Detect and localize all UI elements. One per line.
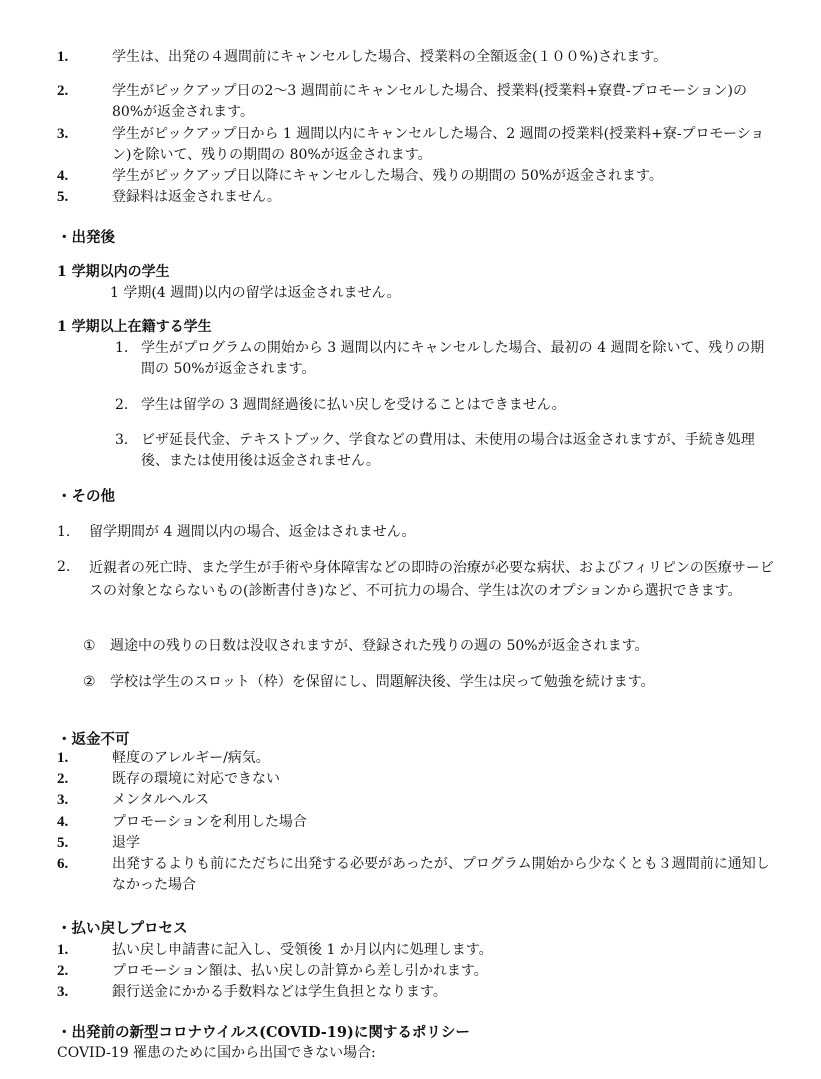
option-mark: ② — [83, 674, 96, 690]
list-number: 3. — [57, 126, 69, 142]
list-number: 2. — [57, 83, 69, 99]
list-item: 学生がピックアップ日から 1 週間以内にキャンセルした場合、2 週間の授業料(授業料+寮-プロモーション)を除いて、残りの期間の 80%が返金されます。 — [112, 126, 765, 163]
list-item: 近親者の死亡時、また学生が手術や身体障害などの即時の治療が必要な病状、およびフィリピンの医療サービスの対象とならないもの(診断書付き)など、不可抗力の場合、学生は次のオプションから選択できます。 — [89, 560, 774, 599]
list-item: 学生は留学の 3 週間経過後に払い戻しを受けることはできません。 — [141, 397, 566, 413]
section-heading-refund-process: ・払い戻しプロセス — [57, 920, 188, 937]
list-item: ビザ延長代金、テキストブック、学食などの費用は、未使用の場合は返金されますが、手続き処理後、または使用後は返金されません。 — [141, 432, 755, 469]
list-number: 1. — [115, 340, 129, 356]
list-number: 3. — [57, 984, 69, 1000]
list-item: 払い戻し申請書に記入し、受領後 1 か月以内に処理します。 — [112, 942, 493, 958]
list-item: 既存の環境に対応できない — [112, 771, 280, 787]
list-number: 3. — [115, 432, 129, 448]
list-item: 軽度のアレルギー/病気。 — [112, 750, 270, 766]
covid-text: COVID-19 罹患のために国から出国できない場合: — [57, 1045, 376, 1061]
list-item: 学生がピックアップ日の2〜3 週間前にキャンセルした場合、授業料(授業料+寮費-プロモーション)の 80%が返金されます。 — [112, 83, 747, 120]
list-item: 学生は、出発の４週間前にキャンセルした場合、授業料の全額返金(１００%)されます。 — [112, 49, 668, 65]
list-item: 学生がピックアップ日以降にキャンセルした場合、残りの期間の 50%が返金されます。 — [112, 168, 663, 184]
list-number: 4. — [57, 814, 69, 830]
option-item: 学校は学生のスロット（枠）を保留にし、問題解決後、学生は戻って勉強を続けます。 — [110, 674, 655, 690]
list-number: 3. — [57, 792, 69, 808]
within-term-title: 1 学期以内の学生 — [57, 264, 170, 280]
list-number: 1. — [57, 750, 69, 766]
list-number: 2. — [57, 963, 69, 979]
list-number: 2. — [115, 397, 129, 413]
list-item: 留学期間が 4 週間以内の場合、返金はされません。 — [89, 524, 416, 540]
list-number: 2. — [57, 559, 71, 575]
list-number: 1. — [57, 49, 69, 65]
list-number: 1. — [57, 524, 71, 540]
option-item: 週途中の残りの日数は没収されますが、登録された残りの週の 50%が返金されます。 — [110, 638, 649, 654]
list-number: 1. — [57, 942, 69, 958]
list-number: 2. — [57, 771, 69, 787]
list-item: プロモーション額は、払い戻しの計算から差し引かれます。 — [112, 963, 488, 979]
list-item: 登録料は返金されません。 — [112, 189, 281, 205]
section-heading-after-departure: ・出発後 — [57, 229, 115, 246]
option-mark: ① — [83, 638, 96, 654]
list-item: プロモーションを利用した場合 — [112, 814, 307, 830]
within-term-text: 1 学期(4 週間)以内の留学は返金されません。 — [110, 285, 401, 301]
section-heading-other: ・その他 — [57, 488, 115, 505]
list-number: 6. — [57, 856, 69, 872]
section-heading-no-refund: ・返金不可 — [57, 731, 130, 748]
list-item: メンタルヘルス — [112, 792, 210, 808]
over-term-title: 1 学期以上在籍する学生 — [57, 319, 212, 335]
section-heading-covid: ・出発前の新型コロナウイルス(COVID-19)に関するポリシー — [57, 1024, 470, 1041]
list-number: 4. — [57, 168, 69, 184]
list-item: 退学 — [112, 835, 140, 851]
list-number: 5. — [57, 189, 69, 205]
list-item: 銀行送金にかかる手数料などは学生負担となります。 — [112, 984, 447, 1000]
list-number: 5. — [57, 835, 69, 851]
list-item: 学生がプログラムの開始から 3 週間以内にキャンセルした場合、最初の 4 週間を除いて、残りの期間の 50%が返金されます。 — [141, 340, 765, 377]
list-item: 出発するよりも前にただちに出発する必要があったが、プログラム開始から少なくとも３週間前に通知しなかった場合 — [112, 856, 770, 893]
